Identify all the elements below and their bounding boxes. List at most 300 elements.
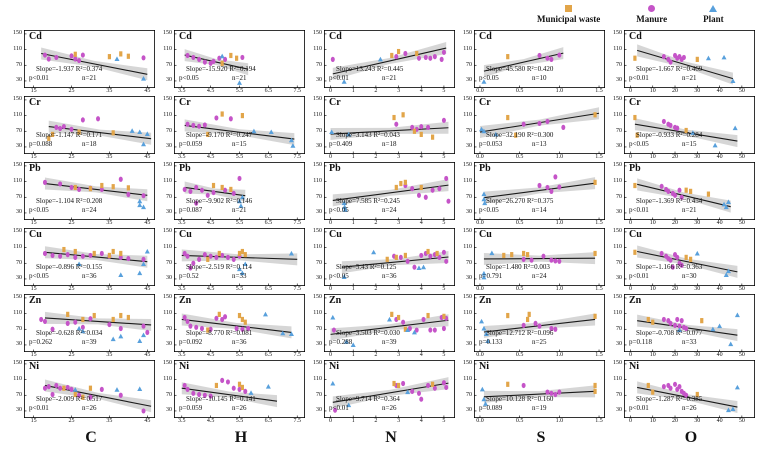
- subplot-Cd-S: [458, 30, 608, 96]
- y-tick-label: 110: [163, 376, 172, 383]
- manure-point: [675, 317, 679, 322]
- manure-point: [522, 257, 526, 262]
- x-tick-label: 20: [672, 88, 679, 94]
- stats-pvalue: p<0.05: [479, 74, 499, 82]
- x-tick-label: 50: [738, 88, 745, 94]
- manure-point: [54, 55, 58, 60]
- y-tick-label: 70: [16, 259, 22, 266]
- municipal-waste-point: [212, 183, 215, 188]
- y-tick-label: 150: [163, 228, 172, 235]
- y-tick-label: 110: [163, 310, 172, 317]
- y-tick-label: 110: [163, 46, 172, 53]
- plant-point: [489, 250, 494, 255]
- manure-point: [200, 188, 204, 193]
- y-tick-label: 30: [466, 407, 472, 414]
- x-tick-label: 15: [30, 418, 37, 424]
- municipal-waste-point: [506, 54, 509, 59]
- subplot-Cd-H: [158, 30, 308, 96]
- manure-point: [442, 380, 446, 385]
- y-tick-label: 150: [313, 96, 322, 103]
- municipal-waste-point: [436, 251, 439, 256]
- x-tick-label: 1.5: [595, 286, 603, 292]
- plant-point: [114, 387, 119, 392]
- y-tick-label: 30: [16, 143, 22, 150]
- municipal-waste-point: [74, 52, 77, 57]
- municipal-waste-point: [241, 249, 244, 254]
- manure-point: [426, 125, 430, 130]
- y-tick-label: 110: [163, 178, 172, 185]
- x-tick-label: 35: [106, 286, 113, 292]
- manure-point: [88, 316, 92, 321]
- plant-point: [111, 336, 116, 341]
- manure-point: [212, 59, 216, 64]
- stats-pvalue: p<0.01: [329, 74, 349, 82]
- y-tick-label: 150: [463, 30, 472, 37]
- municipal-waste-point: [241, 113, 244, 118]
- municipal-waste-point: [685, 188, 688, 193]
- municipal-waste-point: [395, 255, 398, 260]
- subplot-Cd-C: [8, 30, 158, 96]
- municipal-waste-point: [700, 318, 703, 323]
- municipal-waste-point: [696, 57, 699, 62]
- x-tick-label: 30: [694, 220, 701, 226]
- manure-point: [43, 52, 47, 57]
- y-tick-label: 30: [16, 275, 22, 282]
- stats-pvalue: p<0.01: [29, 74, 49, 82]
- manure-point: [100, 387, 104, 392]
- y-tick-label: 110: [313, 46, 322, 53]
- plot-area: [624, 228, 756, 294]
- subplot-Cu-O: [608, 228, 758, 294]
- x-tick-label: 1.0: [555, 418, 564, 424]
- manure-point: [203, 122, 207, 127]
- y-tick-label: 30: [166, 407, 172, 414]
- municipal-waste-point: [112, 249, 115, 254]
- x-tick-label: 20: [672, 352, 679, 358]
- subplot-Zn-N: [308, 294, 458, 360]
- y-tick-label: 30: [616, 407, 622, 414]
- x-tick-label: 40: [716, 154, 723, 160]
- manure-point: [549, 57, 553, 62]
- y-tick-label: 30: [466, 77, 472, 84]
- plot-area: [24, 294, 156, 360]
- x-tick-label: 7.5: [293, 220, 301, 226]
- manure-point: [194, 185, 198, 190]
- manure-point: [394, 54, 398, 59]
- manure-point: [426, 383, 430, 388]
- manure-point: [66, 252, 70, 257]
- plant-point: [717, 324, 722, 329]
- municipal-waste-point: [426, 313, 429, 318]
- plot-area: [174, 30, 306, 96]
- manure-point: [419, 124, 423, 129]
- municipal-waste-point: [127, 54, 130, 59]
- stats-n: n=33: [682, 338, 697, 346]
- y-tick-label: 70: [16, 193, 22, 200]
- stats-slope-r2: Slope=-1.287 R²=0.385: [636, 395, 703, 403]
- stats-slope-r2: Slope=-1.147 R²=0.171: [36, 131, 103, 139]
- plant-point: [141, 333, 146, 338]
- manure-point: [43, 180, 47, 185]
- column-label-H: H: [234, 429, 248, 446]
- stats-slope-r2: Slope=1.480 R²=0.003: [486, 263, 550, 271]
- municipal-waste-point: [593, 314, 596, 319]
- manure-point: [58, 181, 62, 186]
- x-tick-label: 40: [716, 220, 723, 226]
- stats-slope-r2: Slope=3.503 R²=0.030: [336, 329, 400, 337]
- x-tick-label: 0.5: [515, 418, 524, 424]
- municipal-waste-point: [221, 185, 224, 190]
- stats-pvalue: p=0.52: [179, 272, 199, 280]
- y-tick-label: 150: [13, 228, 22, 235]
- municipal-waste-point: [633, 250, 636, 255]
- x-tick-label: 0: [329, 286, 333, 292]
- subplot-Ni-S: [458, 360, 608, 426]
- stats-n: n=24: [82, 206, 97, 214]
- manure-point: [557, 259, 561, 264]
- manure-point: [186, 122, 190, 127]
- manure-point: [538, 121, 542, 126]
- stats-pvalue: p<0.05: [179, 74, 199, 82]
- municipal-waste-point: [707, 192, 710, 197]
- y-tick-label: 70: [16, 61, 22, 68]
- x-tick-label: 45: [144, 220, 151, 226]
- manure-point: [197, 57, 201, 62]
- x-tick-label: 15: [30, 352, 37, 358]
- y-tick-label: 110: [13, 46, 22, 53]
- y-tick-label: 70: [166, 193, 172, 200]
- plot-area: [624, 294, 756, 360]
- stats-pvalue: p<0.01: [629, 74, 649, 82]
- plant-point: [706, 56, 711, 61]
- municipal-waste-point: [221, 111, 224, 116]
- metal-label: Zn: [29, 295, 42, 306]
- metal-label: Pb: [329, 163, 341, 174]
- manure-point: [545, 56, 549, 61]
- x-tick-label: 7.5: [293, 154, 301, 160]
- column-label-O: O: [684, 429, 698, 446]
- y-tick-label: 30: [316, 275, 322, 282]
- x-tick-label: 45: [144, 88, 151, 94]
- y-tick-label: 110: [463, 310, 472, 317]
- y-tick-label: 150: [463, 228, 472, 235]
- manure-point: [553, 392, 557, 397]
- x-tick-label: 5.5: [235, 286, 244, 292]
- stats-n: n=36: [82, 272, 97, 280]
- x-tick-label: 4.5: [206, 220, 215, 226]
- x-tick-label: 3: [397, 88, 401, 94]
- municipal-waste-point: [633, 183, 636, 188]
- manure-point: [81, 254, 85, 259]
- municipal-waste-point: [404, 253, 407, 258]
- municipal-waste-point: [127, 185, 130, 190]
- x-tick-label: 2: [374, 220, 378, 226]
- stats-slope-r2: Slope=-15.920 R²=0.194: [186, 65, 256, 73]
- metal-label: Cd: [329, 31, 342, 42]
- x-tick-label: 25: [68, 154, 75, 160]
- x-tick-label: 45: [144, 352, 151, 358]
- plant-point: [480, 387, 485, 392]
- metal-label: Cr: [629, 97, 641, 108]
- stats-n: n=15: [682, 140, 697, 148]
- y-tick-label: 110: [463, 376, 472, 383]
- x-tick-label: 4: [419, 352, 423, 358]
- y-tick-label: 150: [13, 30, 22, 37]
- x-tick-label: 4: [419, 286, 423, 292]
- manure-point: [662, 317, 666, 322]
- plant-point: [371, 250, 376, 255]
- metal-label: Ni: [329, 361, 339, 372]
- x-tick-label: 4.5: [206, 418, 215, 424]
- y-tick-label: 150: [13, 294, 22, 301]
- stats-slope-r2: Slope=12.712 R²=0.096: [486, 329, 554, 337]
- stats-slope-r2: Slope=-0.896 R²=0.155: [36, 263, 103, 271]
- x-tick-label: 35: [106, 352, 113, 358]
- subplot-Ni-C: [8, 360, 158, 426]
- y-tick-label: 110: [613, 244, 622, 251]
- metal-label: Ni: [479, 361, 489, 372]
- x-tick-label: 0.0: [476, 418, 484, 424]
- x-tick-label: 4: [419, 418, 423, 424]
- subplot-Cr-C: [8, 96, 158, 162]
- plot-area: [24, 96, 156, 162]
- stats-slope-r2: Slope=-2.519 R²=0.114: [186, 263, 252, 271]
- x-tick-label: 0.5: [515, 88, 524, 94]
- x-tick-label: 1.5: [595, 154, 603, 160]
- manure-point: [431, 188, 435, 193]
- stats-n: n=21: [232, 74, 247, 82]
- manure-point: [553, 258, 557, 263]
- x-tick-label: 1.5: [595, 352, 603, 358]
- y-tick-label: 150: [163, 30, 172, 37]
- stats-pvalue: p=0.092: [179, 338, 203, 346]
- y-tick-label: 30: [616, 275, 622, 282]
- manure-point: [142, 324, 146, 329]
- manure-point: [183, 315, 187, 320]
- x-tick-label: 50: [738, 352, 745, 358]
- manure-point: [446, 199, 450, 204]
- plant-point: [114, 56, 119, 61]
- manure-point: [188, 189, 192, 194]
- subplot-Ni-H: [158, 360, 308, 426]
- municipal-waste-point: [397, 315, 400, 320]
- stats-n: n=36: [382, 272, 397, 280]
- manure-point: [437, 186, 441, 191]
- column-label-S: S: [536, 429, 546, 446]
- municipal-waste-point: [218, 312, 221, 317]
- manure-point: [680, 318, 684, 323]
- manure-point: [77, 58, 81, 63]
- municipal-waste-point: [528, 312, 531, 317]
- x-tick-label: 3: [397, 220, 401, 226]
- metal-label: Cu: [629, 229, 642, 240]
- manure-point: [88, 253, 92, 258]
- municipal-waste-point: [397, 383, 400, 388]
- x-tick-label: 20: [672, 286, 679, 292]
- x-tick-label: 1.5: [595, 88, 603, 94]
- metal-label: Cr: [29, 97, 41, 108]
- y-tick-label: 30: [166, 77, 172, 84]
- plot-area: [474, 360, 606, 426]
- municipal-waste-point: [244, 252, 247, 257]
- stats-slope-r2: Slope=-0.708 R²=0.077: [636, 329, 703, 337]
- x-tick-label: 50: [738, 220, 745, 226]
- y-tick-label: 110: [313, 112, 322, 119]
- manure-point: [553, 327, 557, 332]
- manure-point: [561, 125, 565, 130]
- x-tick-label: 2: [374, 88, 378, 94]
- manure-point: [553, 174, 557, 179]
- manure-point: [186, 53, 190, 58]
- municipal-waste-point: [426, 249, 429, 254]
- x-tick-label: 5.5: [235, 154, 244, 160]
- plot-area: [174, 96, 306, 162]
- municipal-waste-point: [651, 320, 654, 325]
- plant-point: [728, 342, 733, 347]
- x-tick-label: 5: [442, 88, 446, 94]
- legend-label: Manure: [636, 14, 668, 24]
- y-tick-label: 110: [13, 244, 22, 251]
- municipal-waste-point: [431, 135, 434, 140]
- manure-point: [142, 257, 146, 262]
- x-tick-label: 35: [106, 220, 113, 226]
- x-tick-label: 20: [672, 154, 679, 160]
- manure-point: [538, 53, 542, 58]
- municipal-waste-point: [395, 185, 398, 190]
- x-tick-label: 10: [649, 352, 656, 358]
- manure-point: [203, 60, 207, 65]
- y-tick-label: 150: [313, 30, 322, 37]
- x-tick-label: 35: [106, 418, 113, 424]
- x-tick-label: 25: [68, 88, 75, 94]
- stats-n: n=24: [382, 206, 397, 214]
- y-tick-label: 110: [313, 244, 322, 251]
- x-tick-label: 7.5: [293, 352, 301, 358]
- y-tick-label: 70: [466, 391, 472, 398]
- manure-point: [119, 326, 123, 331]
- x-tick-label: 30: [694, 352, 701, 358]
- plant-point: [137, 270, 142, 275]
- x-tick-label: 25: [68, 418, 75, 424]
- manure-point: [522, 323, 526, 328]
- manure-point: [419, 397, 423, 402]
- y-tick-label: 30: [316, 77, 322, 84]
- manure-point: [73, 320, 77, 325]
- y-tick-label: 150: [613, 162, 622, 169]
- manure-point: [69, 53, 73, 58]
- y-tick-label: 70: [466, 193, 472, 200]
- x-tick-label: 0.5: [515, 286, 524, 292]
- manure-point: [403, 51, 407, 56]
- manure-point: [54, 125, 58, 130]
- metal-label: Cd: [179, 31, 192, 42]
- manure-point: [142, 408, 146, 413]
- municipal-waste-point: [633, 115, 636, 120]
- manure-point: [229, 116, 233, 121]
- manure-point: [100, 251, 104, 256]
- municipal-waste-point: [89, 386, 92, 391]
- manure-point: [223, 314, 227, 319]
- legend-item-manure: [636, 5, 667, 24]
- plant-point: [387, 317, 392, 322]
- x-tick-label: 0: [628, 352, 632, 358]
- manure-point: [240, 55, 244, 60]
- municipal-waste-point: [119, 51, 122, 56]
- x-tick-label: 5: [442, 220, 446, 226]
- manure-point: [394, 122, 398, 127]
- x-tick-label: 0.5: [515, 154, 524, 160]
- y-tick-label: 110: [163, 244, 172, 251]
- manure-point: [545, 119, 549, 124]
- stats-n: n=26: [232, 404, 247, 412]
- metal-label: Zn: [179, 295, 192, 306]
- plot-area: [174, 162, 306, 228]
- y-tick-label: 70: [466, 259, 472, 266]
- manure-point: [119, 393, 123, 398]
- plant-point: [118, 334, 123, 339]
- x-tick-label: 15: [30, 286, 37, 292]
- manure-point: [675, 255, 679, 260]
- legend-item-municipal-waste: [537, 5, 600, 24]
- x-tick-label: 7.5: [293, 418, 301, 424]
- y-tick-label: 110: [313, 310, 322, 317]
- x-tick-label: 10: [649, 154, 656, 160]
- manure-point: [77, 187, 81, 192]
- manure-point: [557, 390, 561, 395]
- manure-point: [675, 126, 679, 131]
- municipal-waste-point: [206, 257, 209, 262]
- y-tick-label: 70: [466, 61, 472, 68]
- municipal-waste-point: [402, 112, 405, 117]
- x-tick-label: 3: [397, 154, 401, 160]
- x-tick-label: 10: [649, 418, 656, 424]
- municipal-waste-point: [127, 315, 130, 320]
- y-tick-label: 110: [613, 310, 622, 317]
- plant-point: [266, 384, 271, 389]
- metal-label: Pb: [29, 163, 41, 174]
- stats-slope-r2: Slope=-1.937 R²=0.374: [36, 65, 103, 73]
- municipal-waste-point: [62, 247, 65, 252]
- municipal-waste-point: [93, 313, 96, 318]
- x-tick-label: 50: [738, 418, 745, 424]
- municipal-waste-point: [392, 115, 395, 120]
- manure-point: [522, 383, 526, 388]
- municipal-waste-point: [510, 252, 513, 257]
- manure-point: [417, 391, 421, 396]
- y-tick-label: 110: [463, 178, 472, 185]
- x-tick-label: 3.5: [178, 418, 186, 424]
- manure-point: [444, 385, 448, 390]
- x-tick-label: 4.5: [206, 154, 215, 160]
- stats-pvalue: p<0.05: [329, 206, 349, 214]
- metal-label: Pb: [629, 163, 641, 174]
- municipal-waste-point: [112, 317, 115, 322]
- y-tick-label: 110: [313, 178, 322, 185]
- legend-label: Municipal waste: [537, 14, 601, 24]
- subplot-Cd-N: [308, 30, 458, 96]
- manure-point: [530, 258, 534, 263]
- municipal-waste-point: [397, 49, 400, 54]
- municipal-waste-point: [119, 313, 122, 318]
- manure-point: [677, 384, 681, 389]
- manure-point: [522, 122, 526, 127]
- x-tick-label: 30: [694, 154, 701, 160]
- stats-pvalue: p=0.089: [479, 404, 503, 412]
- manure-point: [226, 379, 230, 384]
- manure-point: [538, 324, 542, 329]
- x-tick-label: 15: [30, 154, 37, 160]
- municipal-waste-point: [404, 180, 407, 185]
